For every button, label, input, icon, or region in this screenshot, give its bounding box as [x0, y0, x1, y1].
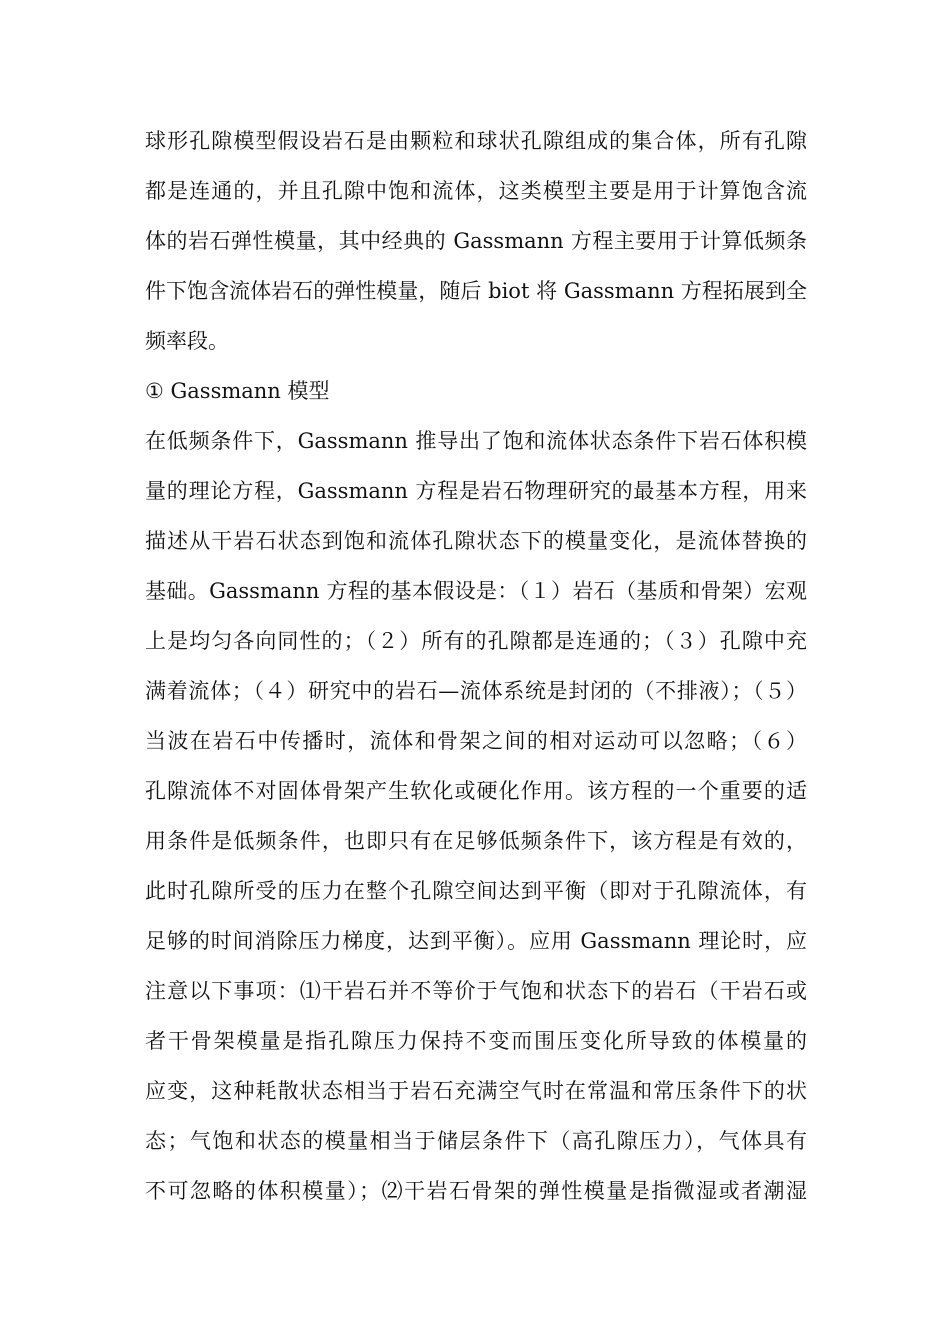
paragraph-line: 在低频条件下，Gassmann 推导出了饱和流体状态条件下岩石体积模	[145, 429, 807, 453]
paragraph-line: 频率段。	[145, 329, 229, 353]
text-column	[145, 116, 807, 1216]
paragraph-line: 体的岩石弹性模量，其中经典的 Gassmann 方程主要用于计算低频条	[145, 229, 807, 253]
paragraph-line: 应变，这种耗散状态相当于岩石充满空气时在常温和常压条件下的状	[145, 1079, 807, 1103]
paragraph-line: 用条件是低频条件，也即只有在足够低频条件下，该方程是有效的，	[145, 829, 807, 853]
paragraph-line: 足够的时间消除压力梯度，达到平衡）。应用 Gassmann 理论时，应	[145, 929, 807, 953]
paragraph-line: 量的理论方程，Gassmann 方程是岩石物理研究的最基本方程，用来	[145, 479, 807, 503]
paragraph-line: 此时孔隙所受的压力在整个孔隙空间达到平衡（即对于孔隙流体，有	[145, 879, 807, 903]
paragraph-line: 注意以下事项：⑴干岩石并不等价于气饱和状态下的岩石（干岩石或	[145, 979, 807, 1003]
section-heading: ① Gassmann 模型	[145, 379, 330, 403]
paragraph-line: 态；气饱和状态的模量相当于储层条件下（高孔隙压力），气体具有	[145, 1129, 807, 1153]
paragraph-line: 满着流体；（４）研究中的岩石—流体系统是封闭的（不排液）；（５）	[145, 679, 807, 703]
gassmann-paragraph	[145, 416, 807, 1216]
paragraph-line: 孔隙流体不对固体骨架产生软化或硬化作用。该方程的一个重要的适	[145, 779, 807, 803]
paragraph-line: 基础。Gassmann 方程的基本假设是：（１）岩石（基质和骨架）宏观	[145, 579, 807, 603]
paragraph-line: 者干骨架模量是指孔隙压力保持不变而围压变化所导致的体模量的	[145, 1029, 807, 1053]
paragraph-line: 都是连通的，并且孔隙中饱和流体，这类模型主要是用于计算饱含流	[145, 179, 807, 203]
paragraph-line: 不可忽略的体积模量）；⑵干岩石骨架的弹性模量是指微湿或者潮湿	[145, 1179, 807, 1203]
paragraph-line: 球形孔隙模型假设岩石是由颗粒和球状孔隙组成的集合体，所有孔隙	[145, 129, 807, 153]
paragraph-line: 描述从干岩石状态到饱和流体孔隙状态下的模量变化，是流体替换的	[145, 529, 807, 553]
intro-paragraph	[145, 116, 807, 366]
paragraph-line: 上是均匀各向同性的；（２）所有的孔隙都是连通的；（３）孔隙中充	[145, 629, 807, 653]
paragraph-line: 件下饱含流体岩石的弹性模量，随后 biot 将 Gassmann 方程拓展到全	[145, 279, 807, 303]
paragraph-line: 当波在岩石中传播时，流体和骨架之间的相对运动可以忽略；（６）	[145, 729, 807, 753]
